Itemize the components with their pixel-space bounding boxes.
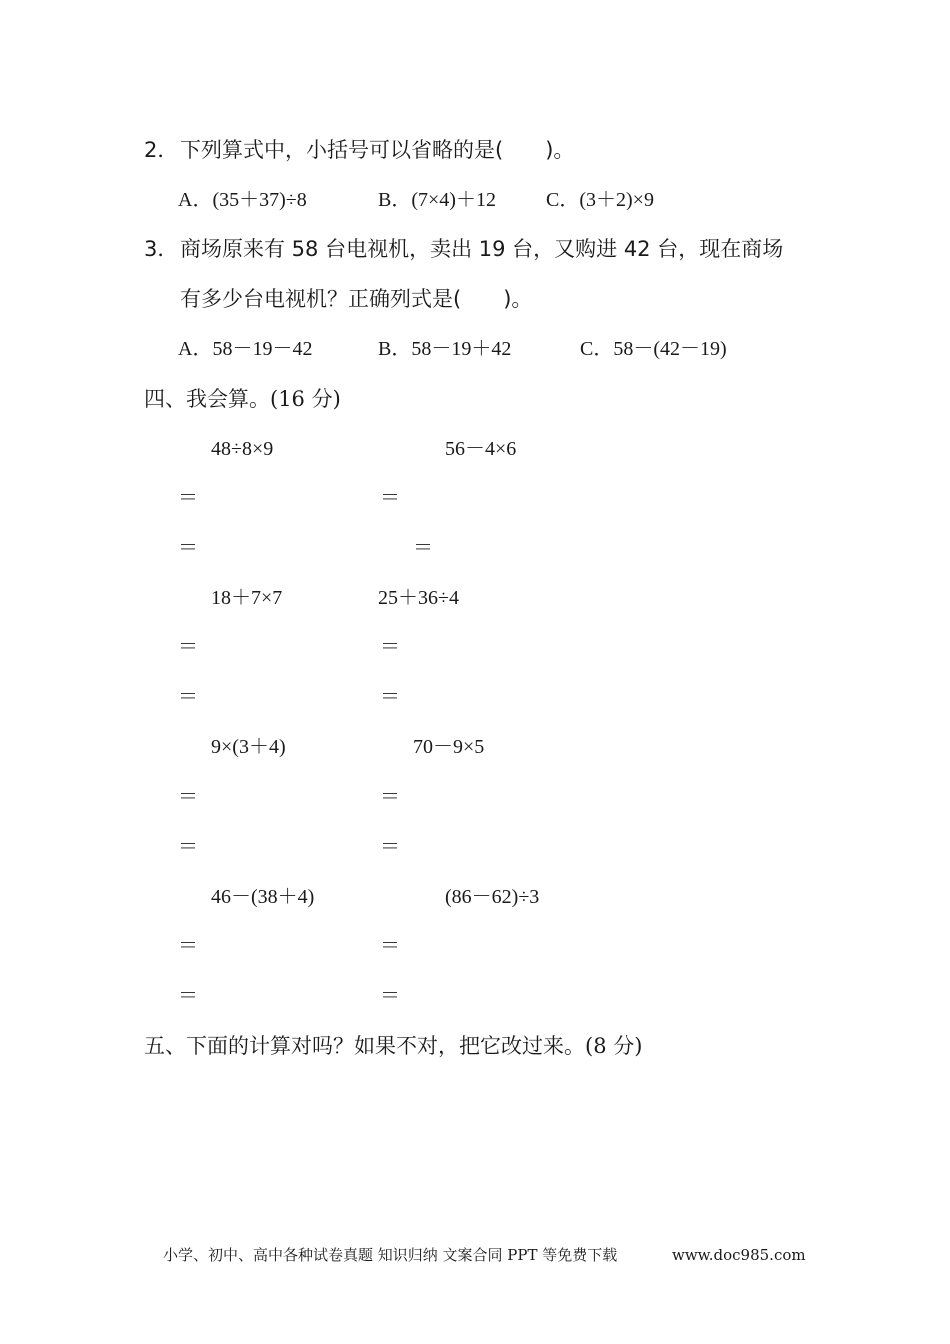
- problem-5: 9×(3＋4): [211, 736, 286, 758]
- equals-sign: ＝: [413, 537, 433, 559]
- q3-option-c: C．58－(42－19): [580, 338, 727, 360]
- problem-6: 70－9×5: [413, 736, 485, 758]
- equals-sign: ＝: [178, 935, 198, 957]
- footer-url: www.doc985.com: [672, 1246, 806, 1264]
- q2-option-a: A．(35＋37)÷8: [178, 189, 307, 211]
- equals-sign: ＝: [178, 487, 198, 509]
- problem-1: 48÷8×9: [211, 438, 274, 460]
- equals-sign: ＝: [380, 786, 400, 808]
- problem-4: 25＋36÷4: [378, 587, 459, 609]
- problem-8: (86－62)÷3: [445, 886, 540, 908]
- equals-sign: ＝: [380, 935, 400, 957]
- equals-sign: ＝: [380, 985, 400, 1007]
- section5-title: 五、下面的计算对吗？如果不对，把它改过来。(8 分): [144, 1034, 643, 1058]
- q2-text: 下列算式中，小括号可以省略的是( )。: [180, 138, 575, 162]
- equals-sign: ＝: [380, 487, 400, 509]
- equals-sign: ＝: [178, 985, 198, 1007]
- equals-sign: ＝: [178, 636, 198, 658]
- q2-option-c: C．(3＋2)×9: [546, 189, 654, 211]
- q2-number: 2．: [144, 138, 179, 162]
- equals-sign: ＝: [178, 786, 198, 808]
- equals-sign: ＝: [178, 686, 198, 708]
- problem-3: 18＋7×7: [211, 587, 283, 609]
- equals-sign: ＝: [380, 686, 400, 708]
- equals-sign: ＝: [380, 836, 400, 858]
- q3-text-line2: 有多少台电视机？正确列式是( )。: [180, 287, 533, 311]
- footer-text: 小学、初中、高中各种试卷真题 知识归纳 文案合同 PPT 等免费下载: [163, 1246, 618, 1264]
- q3-option-b: B．58－19＋42: [378, 338, 512, 360]
- problem-7: 46－(38＋4): [211, 886, 315, 908]
- problem-2: 56－4×6: [445, 438, 517, 460]
- q3-number: 3．: [144, 237, 179, 261]
- equals-sign: ＝: [178, 836, 198, 858]
- equals-sign: ＝: [178, 537, 198, 559]
- q3-text-line1: 商场原来有 58 台电视机，卖出 19 台，又购进 42 台，现在商场: [180, 237, 784, 261]
- equals-sign: ＝: [380, 636, 400, 658]
- q2-option-b: B．(7×4)＋12: [378, 189, 496, 211]
- section4-title: 四、我会算。(16 分): [144, 387, 341, 411]
- q3-option-a: A．58－19－42: [178, 338, 313, 360]
